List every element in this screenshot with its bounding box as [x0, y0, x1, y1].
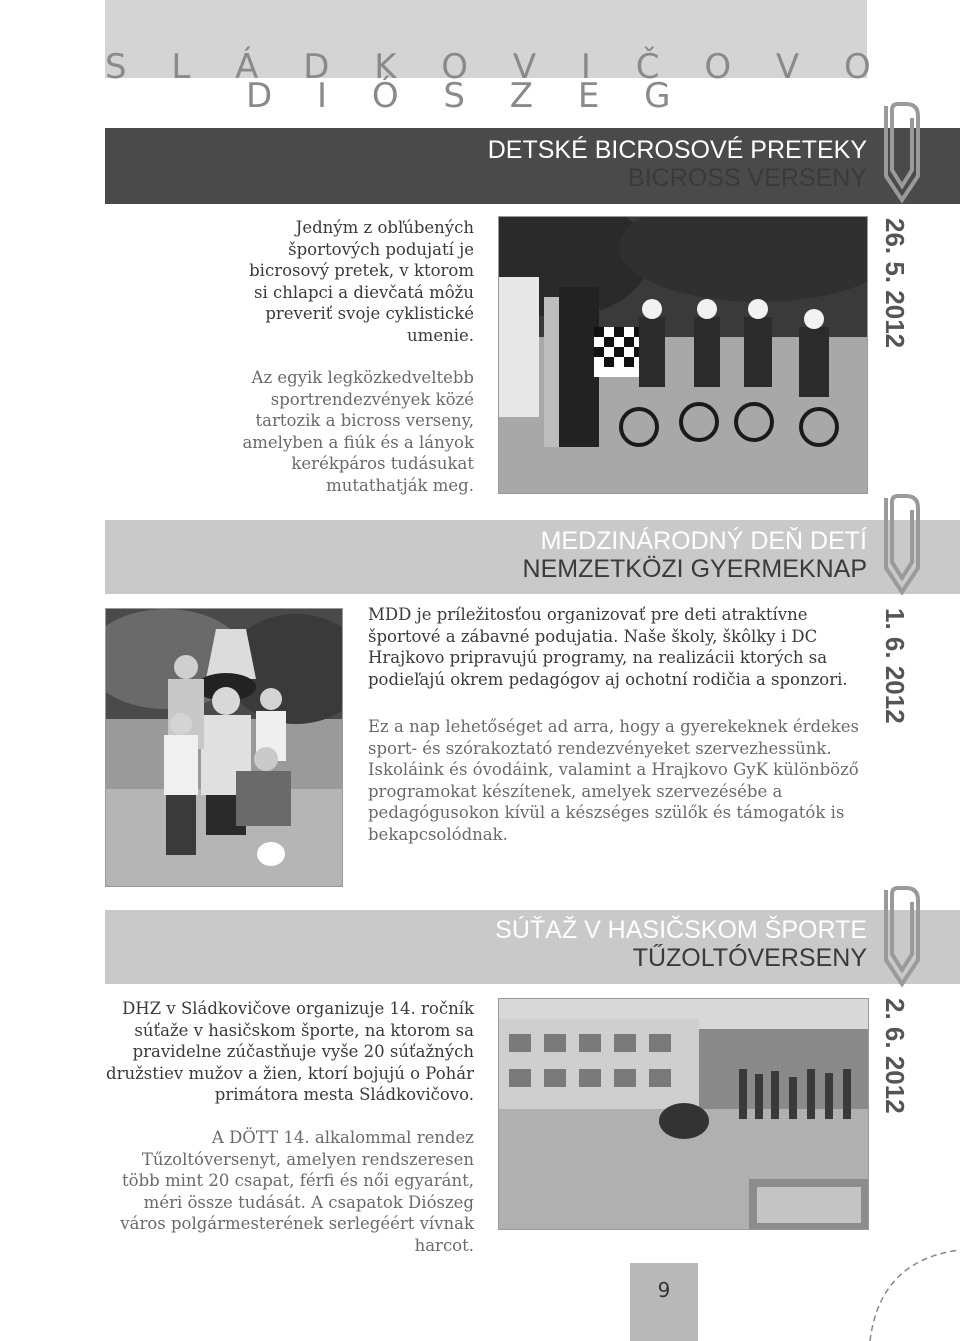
- section1-text-sk: [240, 217, 474, 346]
- bicross-race-photo: [498, 216, 868, 494]
- section2-paragraph-hu: Ez a nap lehetőséget ad arra, hogy a gyerekeknek érdekes sport- és szórakoztató rendezvényeket szervezhessünk. Iskoláink és óvodáink, valamint a Hrajkovo GyK különböző programokat készítenek, amelyek szervezésébe a pedagógusokon kívül a készséges szülők és támogatók is bekapcsolódnak.: [368, 717, 860, 844]
- section2-text-hu: [368, 716, 868, 845]
- section2-text-sk: [368, 604, 868, 690]
- section1-paragraph-hu: Az egyik legközkedveltebb sportrendezvények közé tartozik a bicross verseny, amelyben a fiúk és a lányok kerékpáros tudásukat mutathatják meg.: [242, 368, 474, 495]
- decorative-arc: [860, 1240, 960, 1341]
- section3-heading: [495, 916, 867, 972]
- paperclip-icon: [878, 488, 926, 598]
- section3-heading-hu: TŰZOLTÓVERSENY: [632, 944, 867, 972]
- paperclip-icon: [878, 96, 926, 206]
- section2-heading-hu: NEMZETKÖZI GYERMEKNAP: [522, 555, 867, 583]
- section2-heading-sk: MEDZINÁRODNÝ DEŇ DETÍ: [540, 527, 867, 555]
- page-number: 9: [657, 1278, 671, 1302]
- town-name-sk: S L Á D K O V I Č O V O: [105, 47, 888, 87]
- section3-paragraph-hu: A DÖTT 14. alkalommal rendez Tűzoltóversenyt, amelyen rendszeresen több mint 20 csapat, férfi és női egyaránt, méri össze tudását. A csapatok Diószeg város polgármesterének serlegéért vívnak harcot.: [120, 1128, 474, 1255]
- section2-date: 1. 6. 2012: [880, 608, 910, 724]
- section3-text-hu: [105, 1127, 474, 1256]
- section3-date: 2. 6. 2012: [880, 998, 910, 1114]
- section2-paragraph-sk: MDD je príležitosťou organizovať pre deti atraktívne športové a zábavné podujatia. Naše školy, škôlky i DC Hrajkovo pripravujú programy, na realizácii ktorých sa podieľajú okrem pedagógov aj ochotní rodičia a sponzori.: [368, 605, 848, 689]
- firefighting-competition-photo: [498, 998, 869, 1230]
- paperclip-icon: [878, 880, 926, 990]
- page-number-box: [630, 1263, 698, 1341]
- section1-text-hu: [240, 367, 474, 496]
- town-name-hu: D I Ó S Z E G: [246, 76, 688, 116]
- section1-heading-sk: DETSKÉ BICROSOVÉ PRETEKY: [487, 136, 867, 164]
- section3-text-sk: [105, 998, 474, 1106]
- section1-heading-hu: BICROSS VERSENY: [628, 164, 867, 192]
- section1-date: 26. 5. 2012: [880, 218, 910, 349]
- section3-paragraph-sk: DHZ v Sládkovičove organizuje 14. ročník súťaže v hasičskom športe, na ktorom sa pravidelne zúčastňuje vyše 20 súťažných družstiev mužov a žien, ktorí bojujú o Pohár primátora mesta Sládkovičovo.: [106, 999, 474, 1104]
- section3-heading-sk: SÚŤAŽ V HASIČSKOM ŠPORTE: [495, 916, 867, 944]
- section1-heading: [488, 136, 867, 192]
- childrens-day-photo: [105, 608, 343, 887]
- section2-heading: [523, 527, 867, 583]
- section1-paragraph-sk: Jedným z obľúbených športových podujatí je bicrosový pretek, v ktorom si chlapci a dievčatá môžu preveriť svoje cyklistické umenie.: [249, 218, 474, 345]
